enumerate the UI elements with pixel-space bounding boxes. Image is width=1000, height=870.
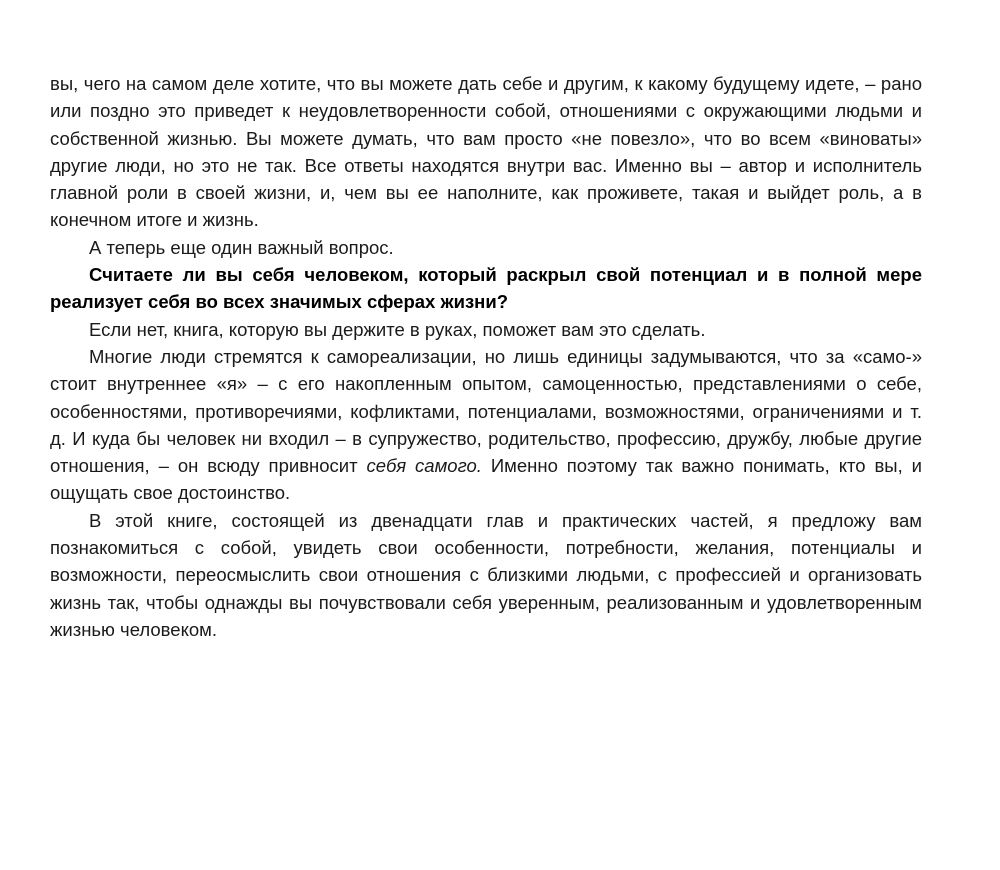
paragraph-self-realization-end: Именно поэтому так важно понимать, кто вы, и ощущать свое достоинство. <box>50 455 922 504</box>
paragraph-question-intro: А теперь еще один важный вопрос. <box>89 236 394 258</box>
emphasis-self: себя самого. <box>366 455 482 477</box>
document-page <box>50 70 922 643</box>
paragraph-self-realization-text: Многие люди стремятся к самореализации, но лишь единицы задумываются, что за «само-» стоит внутреннее «я» – с его накопленным опытом, самоценностью, представлениями о себе, особенностями, противоречиями, кофликтами, потенциалами, возможностями, ограничениями и т. д. И куда бы человек ни входил – в супружество, родительство, профессию, дружбу, любые другие отношения, – он всюду привносит <box>50 345 922 477</box>
paragraph-continuation: вы, чего на самом деле хотите, что вы можете дать себе и другим, к какому будущему идете, – рано или поздно это приведет к неудовлетворенности собой, отношениями с окружающими людьми и собственной жизнью. Вы можете думать, что вам просто «не повезло», что во всем «виноваты» другие люди, но это не так. Все ответы находятся внутри вас. Именно вы – автор и исполнитель главной роли в своей жизни, и, чем вы ее наполните, как проживете, такая и выйдет роль, а в конечном итоге и жизнь. <box>50 73 922 231</box>
paragraph-self-realization <box>50 343 922 507</box>
paragraph-book-help: Если нет, книга, которую вы держите в руках, поможет вам это сделать. <box>89 318 706 340</box>
paragraph-book-overview: В этой книге, состоящей из двенадцати глав и практических частей, я предложу вам познакомиться с собой, увидеть свои особенности, потребности, желания, потенциалы и возможности, переосмыслить свои отношения с близкими людьми, с профессией и организовать жизнь так, чтобы однажды вы почувствовали себя уверенным, реализованным и удовлетворенным жизнью человеком. <box>50 509 922 640</box>
paragraph-key-question: Считаете ли вы себя человеком, который раскрыл свой потенциал и в полной мере реализует себя во всех значимых сферах жизни? <box>50 264 922 313</box>
